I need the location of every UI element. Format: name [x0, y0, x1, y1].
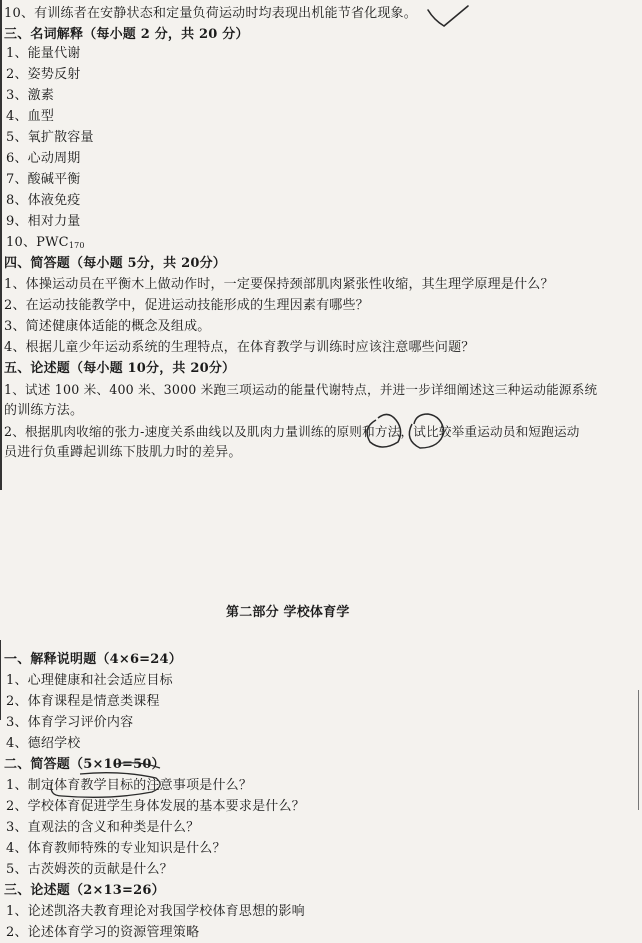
part2-section-1-title: 一、解释说明题（4×6=24） — [4, 652, 182, 667]
term-item-pwc — [6, 235, 85, 254]
short-answer-item: 3、简述健康体适能的概念及组成。 — [4, 319, 211, 334]
section-3-title: 三、名词解释（每小题 2 分，共 20 分） — [4, 27, 249, 42]
left-scan-edge-lower — [0, 640, 1, 720]
section-5-title: 五、论述题（每小题 10分，共 20分） — [4, 361, 236, 376]
short-answer-item: 4、根据儿童少年运动系统的生理特点，在体育教学与训练时应该注意哪些问题？ — [4, 340, 475, 355]
term-item: 1、能量代谢 — [6, 46, 81, 61]
term-item: 7、酸碱平衡 — [6, 172, 81, 187]
part2-essay-item: 2、论述体育学习的资源管理策略 — [6, 925, 200, 940]
left-scan-edge — [0, 0, 2, 490]
pwc-subscript: 170 — [68, 241, 85, 250]
part2-short-item: 4、体育教师特殊的专业知识是什么？ — [6, 841, 226, 856]
explain-item: 4、德绍学校 — [6, 736, 81, 751]
term-item: 2、姿势反射 — [6, 67, 81, 82]
essay-item-2-line-1: 2、根据肌肉收缩的张力-速度关系曲线以及肌肉力量训练的原则和方法，试比较举重运动员和短跑运动 — [4, 424, 580, 439]
essay-item-1-line-1: 1、试述 100 米、400 米、3000 米跑三项运动的能量代谢特点，并进一步详细阐述这三种运动能源系统 — [4, 382, 598, 397]
essay-item-2-line-2: 员进行负重蹲起训练下肢肌力时的差异。 — [4, 445, 242, 460]
part2-essay-item: 1、论述凯洛夫教育理论对我国学校体育思想的影响 — [6, 904, 305, 919]
check-mark-icon — [428, 6, 468, 26]
term-item: 5、氧扩散容量 — [6, 130, 94, 145]
term-item: 9、相对力量 — [6, 214, 81, 229]
part2-short-item: 1、制定体育教学目标的注意事项是什么？ — [6, 778, 253, 793]
part2-section-3-title: 三、论述题（2×13=26） — [4, 883, 165, 898]
short-answer-item: 1、体操运动员在平衡木上做动作时，一定要保持颈部肌肉紧张性收缩，其生理学原理是什么？ — [4, 277, 554, 292]
term-item: 4、血型 — [6, 109, 55, 124]
term-item: 8、体液免疫 — [6, 193, 81, 208]
term-item: 6、心动周期 — [6, 151, 81, 166]
short-answer-item: 2、在运动技能教学中，促进运动技能形成的生理因素有哪些？ — [4, 298, 369, 313]
statement-10: 10、有训练者在安静状态和定量负荷运动时均表现出机能节省化现象。 — [4, 6, 417, 21]
pwc-label: 10、PWC — [6, 235, 69, 250]
explain-item: 2、体育课程是情意类课程 — [6, 694, 160, 709]
essay-item-1-line-2: 的训练方法。 — [4, 403, 84, 418]
term-item: 3、激素 — [6, 88, 55, 103]
part2-section-2-title: 二、简答题（5×10=50） — [4, 757, 165, 772]
part2-short-item: 2、学校体育促进学生身体发展的基本要求是什么？ — [6, 799, 305, 814]
right-scan-edge — [638, 690, 639, 810]
part-2-title: 第二部分 学校体育学 — [226, 605, 350, 620]
part2-short-item: 3、直观法的含义和种类是什么？ — [6, 820, 200, 835]
explain-item: 3、体育学习评价内容 — [6, 715, 134, 730]
explain-item: 1、心理健康和社会适应目标 — [6, 673, 173, 688]
section-4-title: 四、简答题（每小题 5分，共 20分） — [4, 256, 226, 271]
part2-short-item: 5、古茨姆茨的贡献是什么？ — [6, 862, 173, 877]
